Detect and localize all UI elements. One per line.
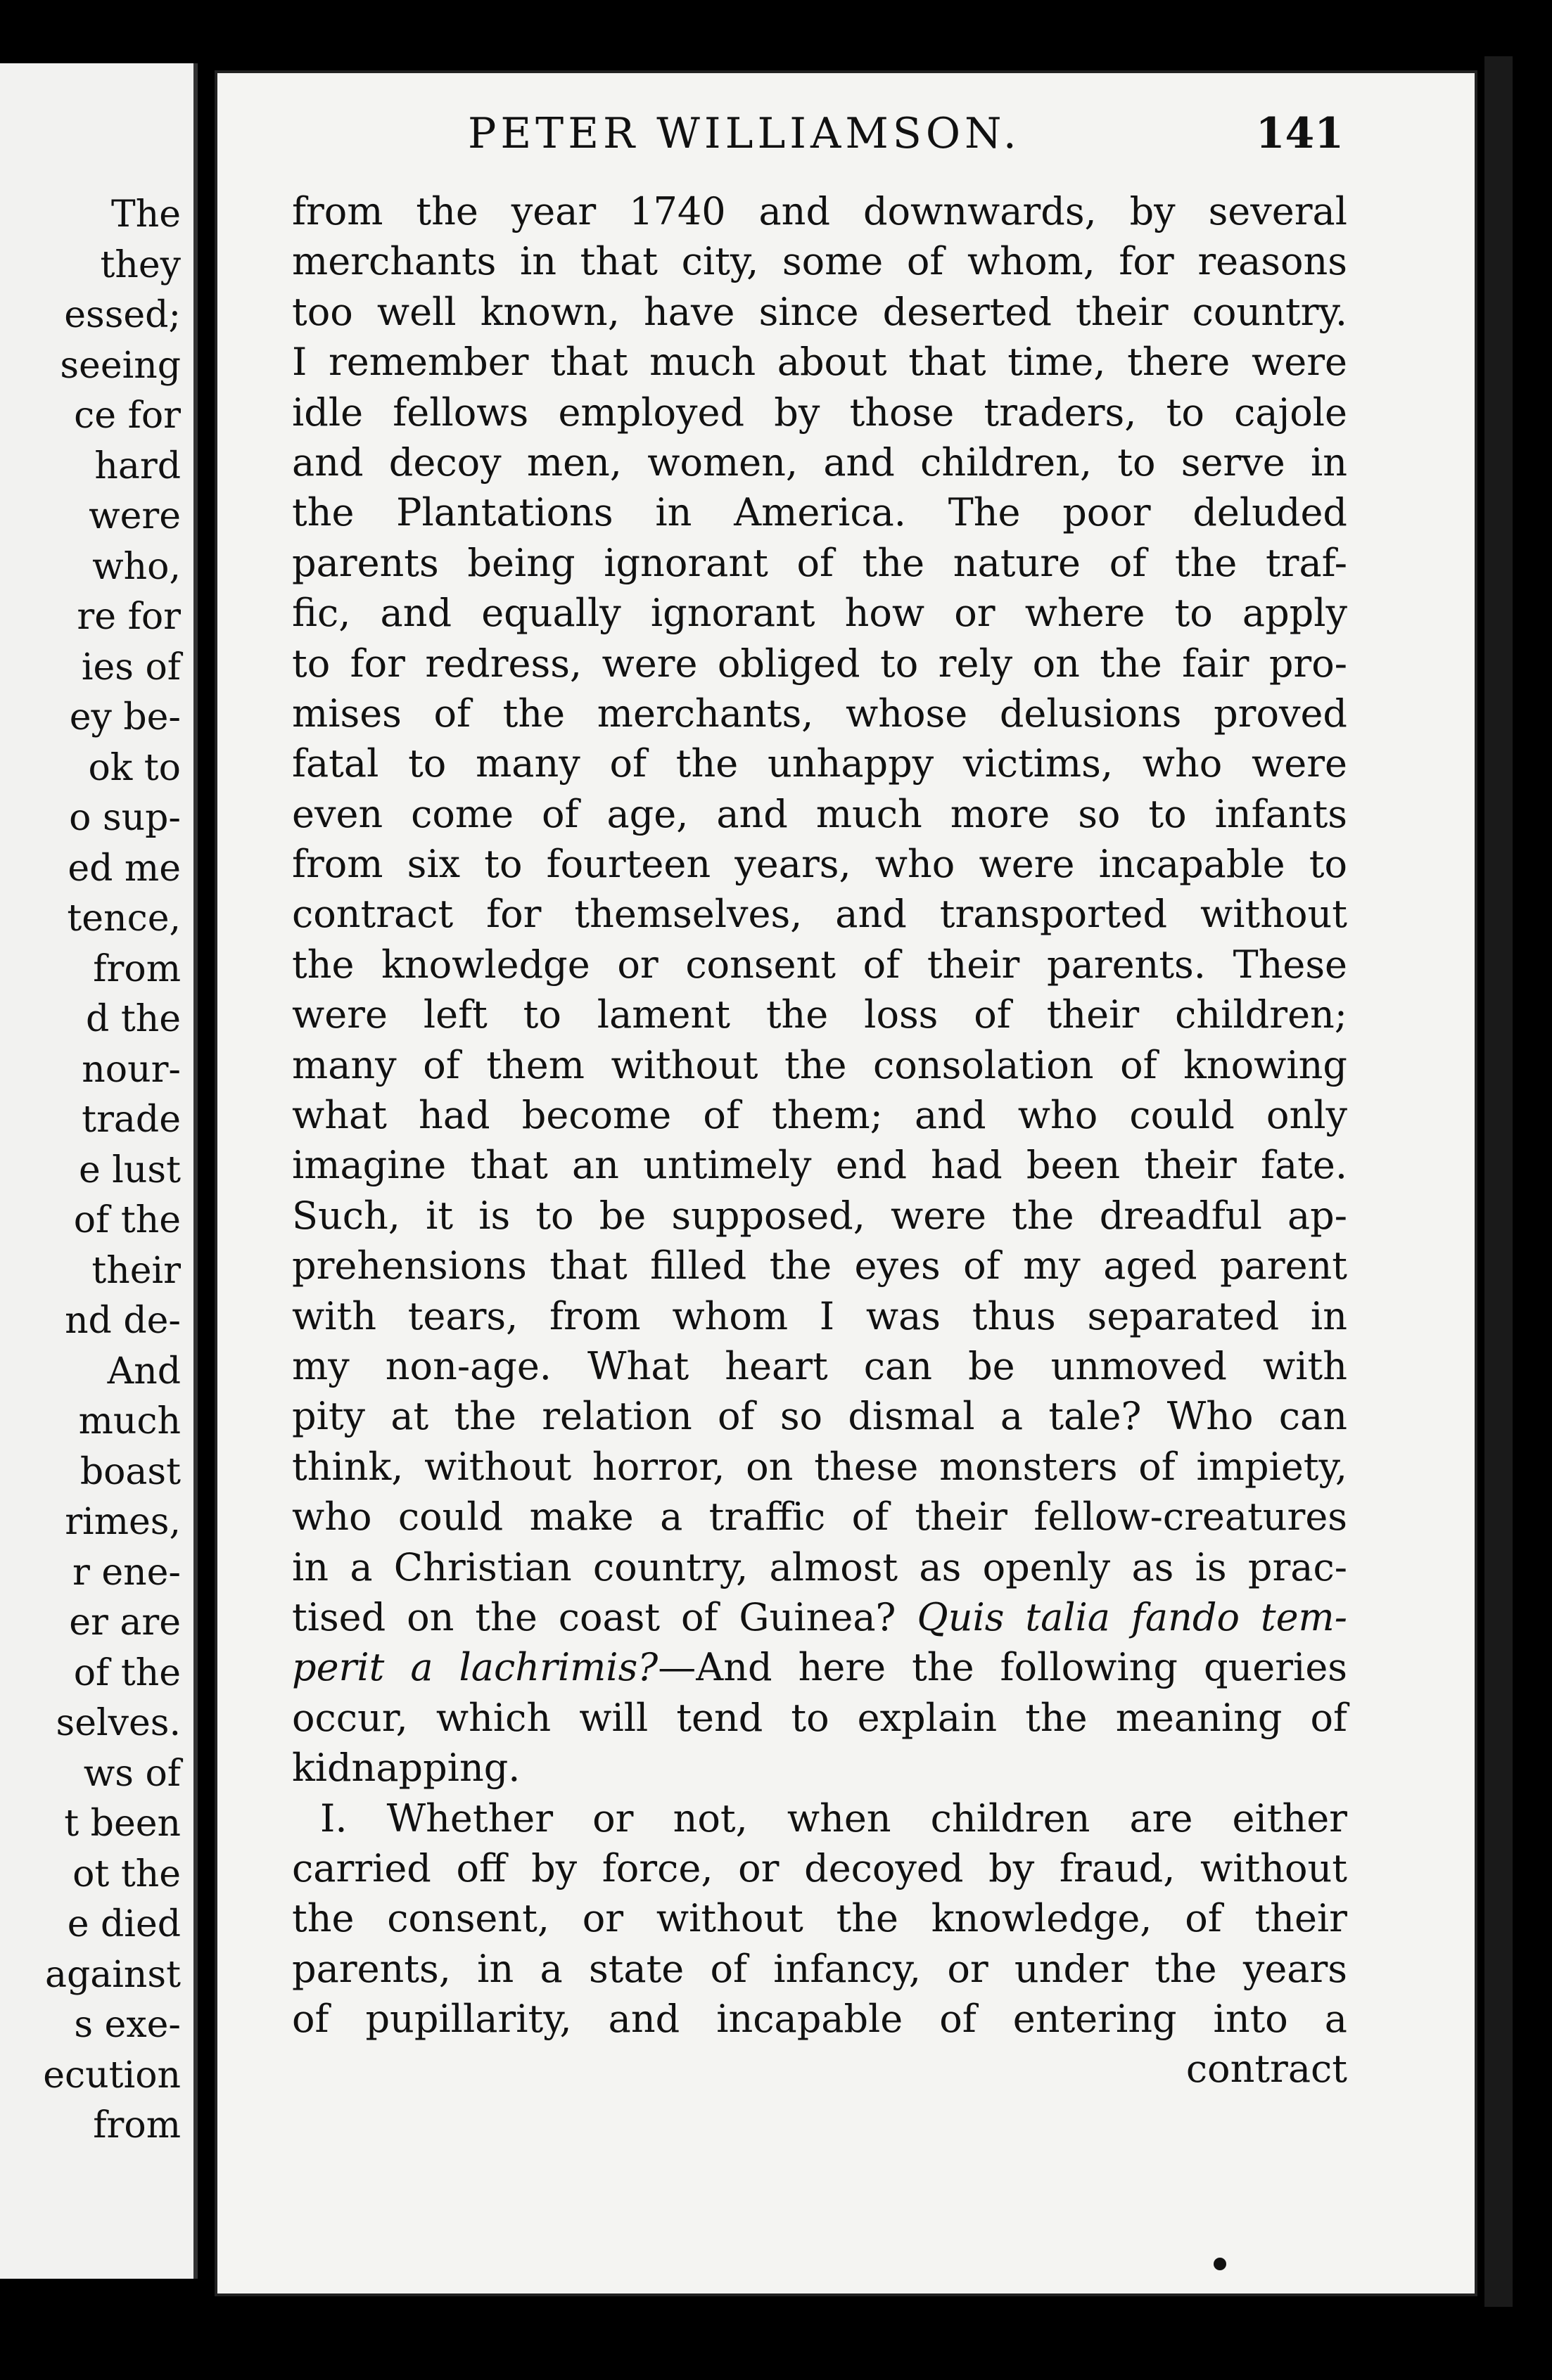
text-line: occur, which will tend to explain the meaning of xyxy=(292,1695,1347,1740)
left-fragment: ey be- xyxy=(69,696,181,738)
left-fragment: nour- xyxy=(82,1048,181,1091)
text-fragment: tised on the coast of Guinea? xyxy=(292,1594,896,1639)
text-line: what had become of them; and who could only xyxy=(292,1093,1347,1138)
left-page-fragments xyxy=(43,190,181,2151)
text-line: imagine that an untimely end had been their fate. xyxy=(292,1143,1347,1188)
text-line: mises of the merchants, whose delusions proved xyxy=(292,691,1347,736)
text-line-latin xyxy=(292,1592,1347,1642)
left-fragment: hard xyxy=(94,444,181,487)
left-fragment: who, xyxy=(92,545,181,588)
text-line: fatal to many of the unhappy victims, who were xyxy=(292,741,1347,786)
query-line: carried off by force, or decoyed by fraud, without xyxy=(292,1845,1347,1890)
text-line: were left to lament the loss of their children; xyxy=(292,992,1347,1037)
left-fragment: er are xyxy=(69,1601,181,1644)
running-title: PETER WILLIAMSON. xyxy=(468,109,1021,158)
text-line: from six to fourteen years, who were incapable to xyxy=(292,842,1347,887)
left-fragment: boast xyxy=(79,1450,181,1493)
text-line: fic, and equally ignorant how or where to apply xyxy=(292,591,1347,636)
left-fragment: their xyxy=(91,1249,181,1292)
text-line: my non-age. What heart can be unmoved with xyxy=(292,1343,1347,1388)
left-fragment: of the xyxy=(73,1199,181,1241)
text-line: who could make a traffic of their fellow-creatures xyxy=(292,1495,1347,1540)
text-line: to for redress, were obliged to rely on the fair pro- xyxy=(292,641,1347,686)
text-line: prehensions that filled the eyes of my aged parent xyxy=(292,1243,1347,1288)
text-line: Such, it is to be supposed, were the dreadful ap- xyxy=(292,1193,1347,1238)
text-line: many of them without the consolation of knowing xyxy=(292,1042,1347,1087)
latin-quote-continued: perit a lachrimis? xyxy=(292,1645,659,1690)
left-fragment: ws of xyxy=(83,1752,181,1795)
left-fragment: tence, xyxy=(67,897,181,940)
left-fragment: of the xyxy=(73,1651,181,1694)
query-line: parents, in a state of infancy, or under the years xyxy=(292,1946,1347,1991)
text-line: the knowledge or consent of their parents. These xyxy=(292,942,1347,987)
text-line: I remember that much about that time, there were xyxy=(292,340,1347,385)
left-fragment: ecution xyxy=(43,2054,181,2097)
left-fragment: essed; xyxy=(64,294,181,336)
left-fragment: t been xyxy=(64,1803,181,1845)
left-fragment: they xyxy=(100,243,181,286)
left-fragment: trade xyxy=(82,1099,181,1141)
left-facing-page xyxy=(0,63,198,2279)
left-fragment: And xyxy=(107,1350,181,1393)
left-fragment: o sup- xyxy=(69,797,181,839)
ink-dot xyxy=(1214,2258,1226,2270)
left-fragment: were xyxy=(89,495,181,537)
query-line: of pupillarity, and incapable of entering into a xyxy=(292,1997,1347,2042)
text-line: in a Christian country, almost as openly as is prac- xyxy=(292,1544,1347,1589)
text-line: even come of age, and much more so to infants xyxy=(292,791,1347,836)
text-line: pity at the relation of so dismal a tale? Who can xyxy=(292,1394,1347,1439)
text-line: from the year 1740 and downwards, by several xyxy=(292,189,1347,233)
text-line-latin-continued xyxy=(292,1642,1347,1692)
left-fragment: from xyxy=(93,947,181,990)
text-line: contract for themselves, and transported without xyxy=(292,892,1347,937)
query-line: the consent, or without the knowledge, of their xyxy=(292,1896,1347,1941)
left-fragment: ot the xyxy=(72,1853,181,1895)
page-number: 141 xyxy=(1255,109,1344,158)
text-line: kidnapping. xyxy=(292,1746,521,1791)
left-fragment: ies of xyxy=(81,646,181,689)
left-fragment: nd de- xyxy=(65,1300,181,1342)
left-fragment: d the xyxy=(86,998,181,1040)
left-fragment: selves. xyxy=(56,1702,181,1744)
left-fragment: ok to xyxy=(88,746,181,789)
query-line: I. Whether or not, when children are either xyxy=(320,1796,1347,1841)
text-fragment: —And here the following queries xyxy=(658,1645,1347,1690)
catchword: contract xyxy=(1185,2047,1347,2092)
text-line: the Plantations in America. The poor deluded xyxy=(292,490,1347,535)
text-line: with tears, from whom I was thus separated in xyxy=(292,1293,1347,1338)
body-text xyxy=(292,186,1347,2094)
left-fragment: The xyxy=(111,193,181,236)
left-fragment: e died xyxy=(67,1903,181,1945)
left-fragment: ed me xyxy=(68,847,181,890)
left-fragment: r ene- xyxy=(72,1551,181,1594)
book-edge xyxy=(1484,56,1513,2307)
left-fragment: from xyxy=(93,2104,181,2147)
text-line: merchants in that city, some of whom, for reasons xyxy=(292,239,1347,284)
left-fragment: s exe- xyxy=(74,2004,181,2046)
left-fragment: seeing xyxy=(60,344,181,387)
left-fragment: much xyxy=(78,1400,181,1442)
text-line: parents being ignorant of the nature of the traf- xyxy=(292,540,1347,585)
text-line: think, without horror, on these monsters of impiety, xyxy=(292,1444,1347,1489)
text-line: idle fellows employed by those traders, to cajole xyxy=(292,390,1347,435)
left-fragment: against xyxy=(45,1953,181,1996)
left-fragment: ce for xyxy=(74,395,181,437)
latin-quote: Quis talia fando tem- xyxy=(917,1594,1347,1639)
left-fragment: e lust xyxy=(78,1149,181,1191)
left-fragment: rimes, xyxy=(65,1501,181,1543)
left-fragment: re for xyxy=(77,596,181,638)
main-page xyxy=(215,70,1477,2296)
text-line: and decoy men, women, and children, to serve in xyxy=(292,440,1347,485)
page-header xyxy=(215,109,1477,172)
text-line: too well known, have since deserted their country. xyxy=(292,289,1347,334)
